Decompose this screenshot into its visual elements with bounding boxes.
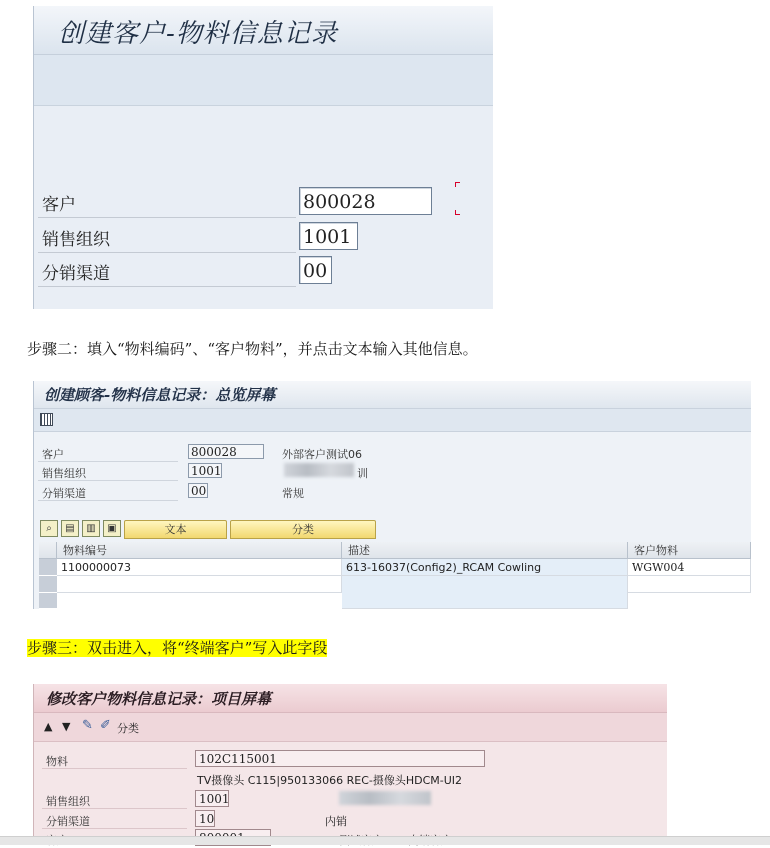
row-selector[interactable] — [39, 593, 57, 609]
deselect-all-button[interactable]: ▥ — [82, 520, 100, 537]
sales-org-description: 训 — [357, 467, 368, 480]
select-all-button[interactable]: ▤ — [61, 520, 79, 537]
empty-cell[interactable] — [342, 576, 628, 609]
cell-material-number[interactable]: 1100000073 — [57, 559, 342, 576]
required-marker-icon — [455, 182, 460, 187]
classify-button[interactable]: 分类 — [230, 520, 376, 539]
distribution-channel-input[interactable]: 00 — [188, 483, 208, 498]
distribution-channel-description: 常规 — [282, 487, 304, 500]
toolbar — [34, 55, 493, 106]
distribution-channel-label: 分销渠道 — [42, 487, 86, 500]
screenshot-item-screen — [33, 684, 667, 844]
distribution-channel-input[interactable]: 00 — [299, 256, 332, 284]
sales-org-input[interactable]: 1001 — [195, 790, 229, 807]
cell-customer-material[interactable]: WGW004 — [628, 559, 751, 576]
distribution-channel-description: 内销 — [325, 815, 347, 828]
material-label: 物料 — [46, 755, 68, 768]
step2-instruction: 步骤二：填入“物料编码”、“客户物料”，并点击文本输入其他信息。 — [27, 340, 478, 358]
column-header-description: 描述 — [342, 542, 628, 559]
screenshot-create-customer-material — [33, 6, 493, 309]
material-table — [39, 542, 751, 609]
empty-cell[interactable] — [57, 576, 342, 593]
label-underline — [38, 480, 178, 481]
screen-title-bar — [34, 6, 493, 55]
table-settings-icon[interactable] — [40, 413, 53, 426]
redacted-text — [284, 463, 354, 477]
screenshot-overview-screen — [33, 381, 751, 609]
required-marker-icon — [455, 210, 460, 215]
customer-label: 客户 — [42, 448, 64, 461]
arrow-up-icon[interactable]: ▲ — [44, 720, 53, 733]
customer-description: 外部客户测试06 — [282, 448, 362, 461]
label-underline — [42, 808, 187, 809]
redacted-text — [339, 791, 431, 805]
distribution-channel-label: 分销渠道 — [46, 815, 90, 828]
cell-description[interactable]: 613-16037(Config2)_RCAM Cowling — [342, 559, 628, 576]
column-header-material-number: 物料编号 — [57, 542, 342, 559]
sales-org-input[interactable]: 1001 — [299, 222, 358, 250]
screen-title: 创建顾客-物料信息记录：总览屏幕 — [44, 386, 276, 404]
sales-org-label: 销售组织 — [42, 230, 110, 250]
toolbar — [34, 409, 751, 432]
column-header-customer-material: 客户物料 — [628, 542, 751, 559]
label-underline — [38, 252, 296, 253]
sales-org-input[interactable]: 1001 — [188, 463, 222, 478]
material-input[interactable]: 102C115001 — [195, 750, 485, 767]
toolbar — [34, 713, 667, 742]
sales-org-label: 销售组织 — [46, 795, 90, 808]
label-underline — [38, 461, 178, 462]
table-corner — [39, 542, 57, 559]
customer-label: 客户 — [42, 195, 76, 215]
classify-icon[interactable]: ✐ — [100, 718, 111, 733]
arrow-down-icon[interactable]: ▼ — [62, 720, 71, 733]
material-description: TV摄像头 C115|950133066 REC-摄像头HDCM-UI2 — [197, 774, 463, 787]
detail-view-button[interactable]: ⌕ — [40, 520, 58, 537]
customer-input[interactable]: 800028 — [299, 187, 432, 215]
screen-title: 创建客户-物料信息记录 — [58, 19, 338, 49]
label-underline — [42, 828, 187, 829]
highlighted-text: 步骤三：双击进入，将“终端客户”写入此字段 — [27, 639, 328, 657]
step3-instruction — [27, 637, 327, 658]
delete-row-button[interactable]: ▣ — [103, 520, 121, 537]
edit-icon[interactable]: ✎ — [82, 718, 93, 733]
customer-input[interactable]: 800028 — [188, 444, 264, 459]
label-underline — [38, 500, 178, 501]
classify-label[interactable]: 分类 — [117, 722, 139, 735]
label-underline — [38, 286, 296, 287]
empty-cell[interactable] — [628, 576, 751, 593]
distribution-channel-label: 分销渠道 — [42, 264, 110, 284]
text-button[interactable]: 文本 — [124, 520, 227, 539]
row-selector[interactable] — [39, 559, 57, 576]
row-selector[interactable] — [39, 576, 57, 593]
screen-title: 修改客户物料信息记录：项目屏幕 — [46, 690, 272, 708]
label-underline — [42, 768, 187, 769]
distribution-channel-input[interactable]: 10 — [195, 810, 215, 827]
screen-title-bar — [34, 381, 751, 409]
label-underline — [38, 217, 296, 218]
sales-org-label: 销售组织 — [42, 467, 86, 480]
screen-title-bar — [34, 684, 667, 713]
